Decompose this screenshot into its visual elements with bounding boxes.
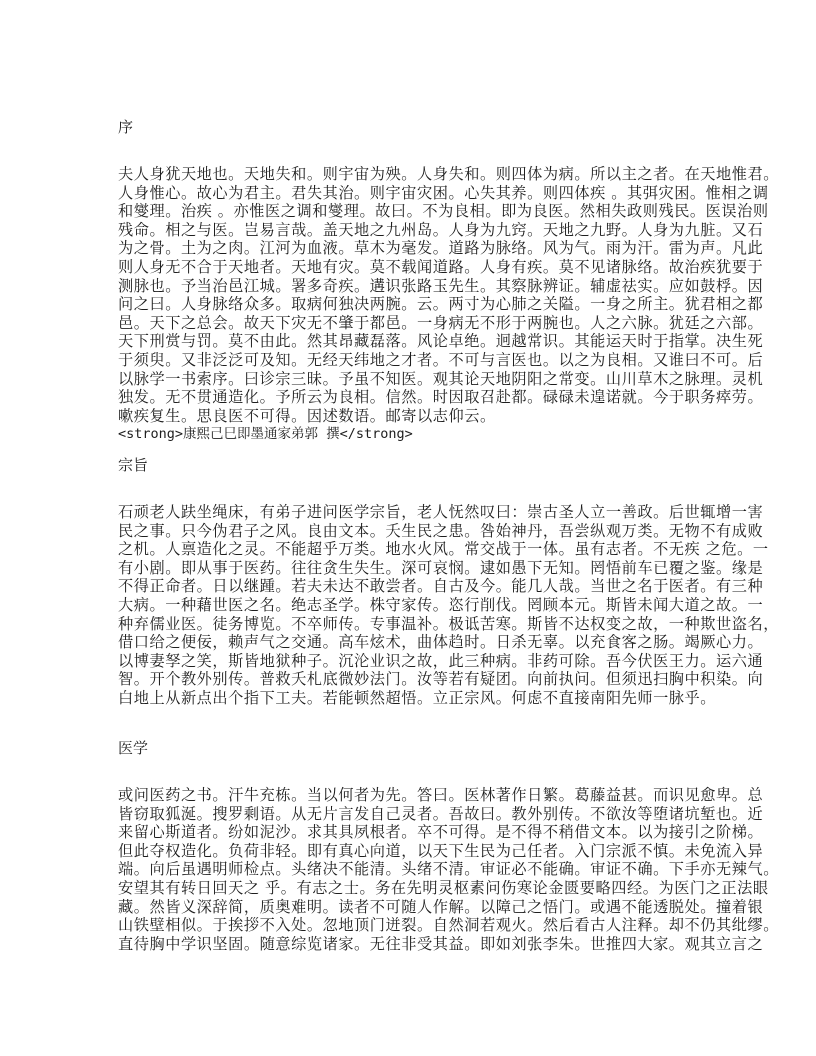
text-line: 或问医药之书。汗牛充栋。当以何者为先。答曰。医林著作日繁。葛藤益甚。而识见愈卑。总 xyxy=(118,786,764,804)
text-line: 有小剧。即从事于医药。往往贪生失生。深可哀悯。逮如愚下无知。罔悟前车已覆之鉴。缘是 xyxy=(118,558,764,577)
text-line: 之机。人禀造化之灵。不能超乎万类。地水火风。常交战于一体。虽有志者。不无疾 之危。一 xyxy=(118,540,769,559)
principles-paragraph xyxy=(118,503,779,708)
text-line: 邑。天下之总会。故天下灾无不肇于都邑。一身病无不形于两腕也。人之六脉。犹廷之六部。 xyxy=(118,313,764,332)
text-line: 安望其有转日回天之 乎。有志之士。务在先明灵枢素问伤寒论金匮要略四经。为医门之正法眼 xyxy=(118,878,769,897)
text-line: 不得正命者。日以继踵。若夫未达不敢尝者。自古及今。能几人哉。当世之名于医者。有三种 xyxy=(118,577,764,596)
text-line: 藏。然皆义深辞简，质奥难明。读者不可随人作解。以障己之悟门。或遇不能透脱处。撞着银 xyxy=(118,897,764,916)
preface-signature: <strong>康熙己巳即墨通家弟郭 撰</strong> xyxy=(118,426,413,443)
section-title-preface: 序 xyxy=(118,118,134,136)
text-line: 以博妻孥之笑，斯皆地狱种子。沉沦业识之故，此三种病。非药可除。吾今伏医王力。运六通 xyxy=(118,651,764,670)
text-line: 大病。一种藉世医之名。绝志圣学。株守家传。恣行削伐。罔顾本元。斯皆未闻大道之故。一 xyxy=(118,595,764,614)
text-line: 智。开个教外别传。普救夭札底微妙法门。汝等若有疑团。向前执问。但须迅扫胸中积染。向 xyxy=(118,670,764,689)
text-line: 和燮理。治疾 。亦惟医之调和燮理。故曰。不为良相。即为良医。然相失政则残民。医误治则 xyxy=(118,202,769,221)
text-line: 石顽老人趺坐绳床，有弟子进问医学宗旨，老人怃然叹曰：崇古圣人立一善政。后世辄增一害 xyxy=(118,503,764,521)
text-line: 天下刑赏与罚。莫不由此。然其昂藏磊落。风论卓绝。迥越常识。其能运天时于指掌。决生死 xyxy=(118,332,764,351)
text-line: 皆窃取狐涎。搜罗剩语。从无片言发自己灵者。吾故曰。教外别传。不欲汝等堕诸坑堑也。近 xyxy=(118,804,764,823)
text-line: 嗽疾复生。思良医不可得。因述数语。邮寄以志仰云。 xyxy=(118,406,496,425)
text-line: 独发。无不贯通造化。予所云为良相。信然。时因取召赴都。碌碌未遑诺就。今于职务瘁劳。 xyxy=(118,388,764,407)
text-line: 但此夺权造化。负荷非轻。即有真心向道，以天下生民为己任者。入门宗派不慎。未免流入异 xyxy=(118,841,764,860)
text-line: 夫人身犹天地也。天地失和。则宇宙为殃。人身失和。则四体为病。所以主之者。在天地惟君。 xyxy=(118,165,779,183)
text-line: 借口给之便佞，赖声气之交通。高车炫术，曲体趋时。日杀无辜。以充食客之肠。竭厥心力。 xyxy=(118,633,764,652)
text-line: 为之骨。土为之肉。江河为血液。草木为毫发。道路为脉络。风为气。雨为汗。雷为声。凡此 xyxy=(118,239,764,258)
text-line: 则人身无不合于天地者。天地有灾。莫不载闻道路。人身有疾。莫不见诸脉络。故治疾犹要于 xyxy=(118,257,764,276)
text-line: 山铁壁相似。于挨拶不入处。忽地顶门迸裂。自然洞若观火。然后看古人注释。却不仍其纰缪。 xyxy=(118,916,779,935)
section-title-principles: 宗旨 xyxy=(118,456,149,474)
text-line: 种弃儒业医。徒务博览。不卒师传。专事温补。极诋苦寒。斯皆不达权变之故，一种欺世盗名， xyxy=(118,614,779,633)
text-line: 残命。相之与医。岂易言哉。盖天地之九州岛。人身为九窍。天地之九野。人身为九脏。又石 xyxy=(118,220,764,239)
medicine-paragraph xyxy=(118,786,779,953)
text-line: 端。向后虽遇明师检点。头绪决不能清。头绪不清。审证必不能确。审证不确。下手亦无辣气。 xyxy=(118,860,779,879)
text-line: 民之事。只今伪君子之风。良由文本。夭生民之患。咎始神丹，吾尝纵观万类。无物不有成败 xyxy=(118,521,764,540)
text-line: 于须臾。又非泛泛可及知。无经天纬地之才者。不可与言医也。以之为良相。又谁曰不可。后 xyxy=(118,350,764,369)
text-line: 人身惟心。故心为君主。君失其治。则宇宙灾困。心失其养。则四体疾 。其弭灾困。惟相之调 xyxy=(118,183,769,202)
text-line: 以脉学一书索序。曰诊宗三昧。予虽不知医。观其论天地阴阳之常变。山川草木之脉理。灵机 xyxy=(118,369,764,388)
text-line: 来留心斯道者。纷如泥沙。求其具夙根者。卒不可得。是不得不稍借文本。以为接引之阶梯。 xyxy=(118,823,764,842)
preface-paragraph xyxy=(118,165,779,444)
text-line: 测脉也。予当治邑江城。署多奇疾。遘识张路玉先生。其察脉辨证。辅虚祛实。应如鼓桴。因 xyxy=(118,276,764,295)
text-line: 直待胸中学识坚固。随意综览诸家。无往非受其益。即如刘张李朱。世推四大家。观其立言之 xyxy=(118,934,764,953)
section-title-medicine: 医学 xyxy=(118,739,149,757)
text-line: 问之曰。人身脉络众多。取病何独决两腕。云。两寸为心肺之关隘。一身之所主。犹君相之都 xyxy=(118,295,764,314)
text-line: 白地上从新点出个指下工夫。若能顿然超悟。立正宗风。何虑不直接南阳先师一脉乎。 xyxy=(118,688,717,707)
